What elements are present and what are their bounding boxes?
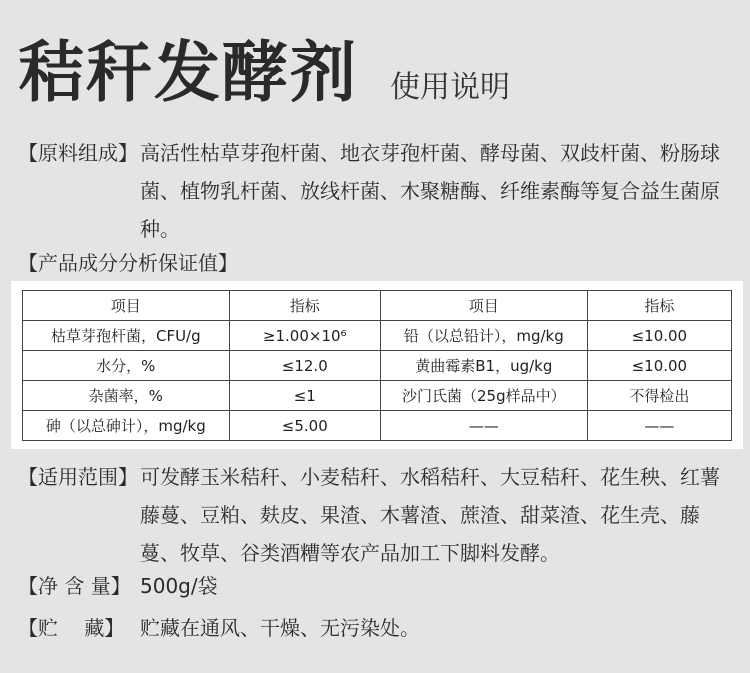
header-cell: 指标 — [587, 291, 731, 321]
table-cell: ≤10.00 — [587, 321, 731, 351]
analysis-table — [22, 290, 732, 441]
table-cell: 铅（以总铅计），mg/kg — [380, 321, 587, 351]
table-row — [23, 321, 732, 351]
guarantee-section — [18, 244, 738, 282]
storage-label: 【贮 藏】 — [18, 616, 125, 640]
table-cell: ≤1 — [229, 381, 380, 411]
storage-text: 贮藏在通风、干燥、无污染处。 — [140, 616, 420, 640]
table-cell: 水分，% — [23, 351, 230, 381]
net-content-text: 500g/袋 — [140, 574, 218, 598]
raw-materials-text: 高活性枯草芽孢杆菌、地衣芽孢杆菌、酵母菌、双歧杆菌、粉肠球菌、植物乳杆菌、放线杆菌、木聚糖酶、纤维素酶等复合益生菌原种。 — [140, 141, 720, 241]
table-row — [23, 351, 732, 381]
page-subtitle: 使用说明 — [390, 70, 510, 105]
table-row — [23, 381, 732, 411]
scope-label: 【适用范围】 — [18, 465, 138, 489]
table-cell: ≤10.00 — [587, 351, 731, 381]
table-cell: 不得检出 — [587, 381, 731, 411]
header-cell: 指标 — [229, 291, 380, 321]
analysis-table-panel — [11, 281, 743, 449]
table-cell: 黄曲霉素B1，ug/kg — [380, 351, 587, 381]
net-content-section — [18, 567, 738, 605]
storage-section — [18, 609, 738, 647]
guarantee-label: 【产品成分分析保证值】 — [18, 251, 238, 275]
table-cell: 枯草芽孢杆菌，CFU/g — [23, 321, 230, 351]
table-cell: —— — [587, 411, 731, 441]
net-content-label: 【净 含 量】 — [18, 574, 131, 598]
header-cell: 项目 — [23, 291, 230, 321]
scope-section — [18, 458, 738, 572]
table-cell: ≤5.00 — [229, 411, 380, 441]
table-cell: ≤12.0 — [229, 351, 380, 381]
table-cell: 沙门氏菌（25g样品中） — [380, 381, 587, 411]
raw-materials-label: 【原料组成】 — [18, 141, 138, 165]
table-row — [23, 411, 732, 441]
table-header-row — [23, 291, 732, 321]
header — [18, 28, 738, 118]
scope-text: 可发酵玉米秸秆、小麦秸秆、水稻秸秆、大豆秸秆、花生秧、红薯藤蔓、豆粕、麸皮、果渣、木薯渣、蔗渣、甜菜渣、花生壳、藤蔓、牧草、谷类酒糟等农产品加工下脚料发酵。 — [140, 465, 720, 565]
table-cell: —— — [380, 411, 587, 441]
table-cell: 杂菌率，% — [23, 381, 230, 411]
table-cell: 砷（以总砷计），mg/kg — [23, 411, 230, 441]
raw-materials-section — [18, 134, 738, 248]
header-cell: 项目 — [380, 291, 587, 321]
table-cell: ≥1.00×10⁶ — [229, 321, 380, 351]
page-title: 秸秆发酵剂 — [18, 34, 358, 111]
